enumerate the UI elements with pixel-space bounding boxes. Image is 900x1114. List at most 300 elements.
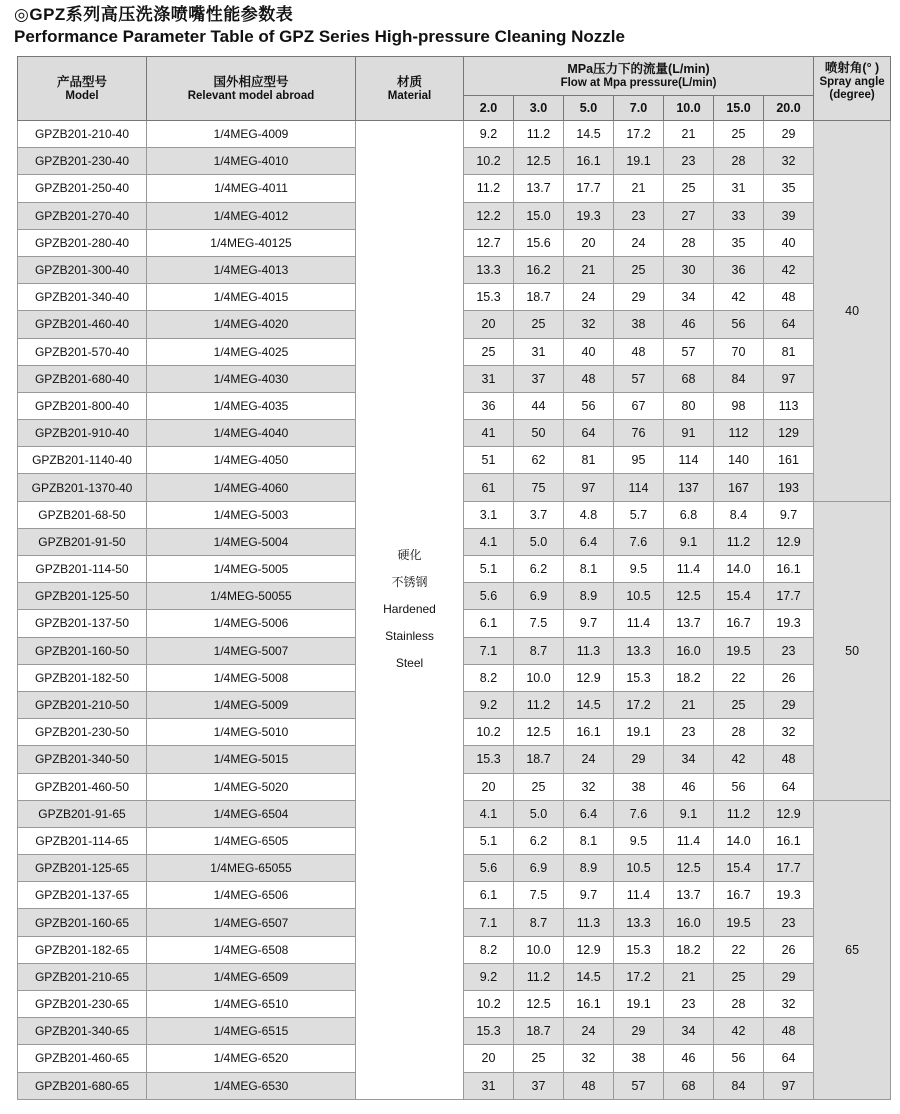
flow-cell: 23 bbox=[664, 719, 714, 746]
flow-cell: 5.6 bbox=[464, 855, 514, 882]
flow-cell: 14.0 bbox=[714, 556, 764, 583]
flow-cell: 16.1 bbox=[564, 719, 614, 746]
flow-cell: 11.3 bbox=[564, 637, 614, 664]
flow-cell: 64 bbox=[564, 420, 614, 447]
circle-mark-icon: ◎ bbox=[14, 5, 30, 24]
header-material-en: Material bbox=[387, 89, 432, 102]
flow-cell: 161 bbox=[764, 447, 814, 474]
flow-cell: 12.5 bbox=[514, 719, 564, 746]
pressure-header-cell: 3.0 bbox=[514, 96, 564, 121]
flow-cell: 84 bbox=[714, 1072, 764, 1099]
flow-cell: 10.2 bbox=[464, 991, 514, 1018]
flow-cell: 12.9 bbox=[564, 936, 614, 963]
flow-cell: 18.2 bbox=[664, 936, 714, 963]
spray-angle-cell: 50 bbox=[814, 501, 891, 800]
abroad-model-cell: 1/4MEG-5010 bbox=[147, 719, 356, 746]
material-line: Stainless bbox=[385, 629, 434, 644]
flow-cell: 18.2 bbox=[664, 664, 714, 691]
flow-cell: 67 bbox=[614, 392, 664, 419]
flow-cell: 56 bbox=[714, 773, 764, 800]
flow-cell: 23 bbox=[664, 991, 714, 1018]
flow-cell: 6.1 bbox=[464, 610, 514, 637]
flow-cell: 8.4 bbox=[714, 501, 764, 528]
flow-cell: 15.3 bbox=[464, 284, 514, 311]
flow-cell: 31 bbox=[464, 365, 514, 392]
flow-cell: 46 bbox=[664, 1045, 714, 1072]
flow-cell: 61 bbox=[464, 474, 514, 501]
flow-cell: 22 bbox=[714, 936, 764, 963]
flow-cell: 48 bbox=[764, 284, 814, 311]
flow-cell: 5.7 bbox=[614, 501, 664, 528]
flow-cell: 42 bbox=[714, 1018, 764, 1045]
flow-cell: 29 bbox=[764, 963, 814, 990]
abroad-model-cell: 1/4MEG-5004 bbox=[147, 528, 356, 555]
flow-cell: 97 bbox=[764, 365, 814, 392]
flow-cell: 42 bbox=[764, 256, 814, 283]
model-cell: GPZB201-160-65 bbox=[18, 909, 147, 936]
flow-cell: 15.6 bbox=[514, 229, 564, 256]
flow-cell: 34 bbox=[664, 746, 714, 773]
flow-cell: 51 bbox=[464, 447, 514, 474]
abroad-model-cell: 1/4MEG-6530 bbox=[147, 1072, 356, 1099]
flow-cell: 64 bbox=[764, 773, 814, 800]
flow-cell: 21 bbox=[664, 121, 714, 148]
flow-cell: 25 bbox=[464, 338, 514, 365]
model-cell: GPZB201-680-40 bbox=[18, 365, 147, 392]
title-chinese bbox=[14, 4, 894, 26]
flow-cell: 6.2 bbox=[514, 556, 564, 583]
flow-cell: 21 bbox=[614, 175, 664, 202]
flow-cell: 18.7 bbox=[514, 284, 564, 311]
model-cell: GPZB201-230-50 bbox=[18, 719, 147, 746]
abroad-model-cell: 1/4MEG-5007 bbox=[147, 637, 356, 664]
flow-cell: 16.2 bbox=[514, 256, 564, 283]
flow-cell: 22 bbox=[714, 664, 764, 691]
flow-cell: 24 bbox=[564, 746, 614, 773]
flow-cell: 46 bbox=[664, 311, 714, 338]
abroad-model-cell: 1/4MEG-4030 bbox=[147, 365, 356, 392]
model-cell: GPZB201-160-50 bbox=[18, 637, 147, 664]
flow-cell: 29 bbox=[614, 746, 664, 773]
flow-cell: 35 bbox=[714, 229, 764, 256]
flow-cell: 48 bbox=[564, 365, 614, 392]
model-cell: GPZB201-230-40 bbox=[18, 148, 147, 175]
flow-cell: 38 bbox=[614, 773, 664, 800]
model-cell: GPZB201-340-65 bbox=[18, 1018, 147, 1045]
table-body bbox=[18, 121, 891, 1100]
abroad-model-cell: 1/4MEG-4060 bbox=[147, 474, 356, 501]
flow-cell: 97 bbox=[764, 1072, 814, 1099]
model-cell: GPZB201-460-50 bbox=[18, 773, 147, 800]
flow-cell: 11.2 bbox=[514, 691, 564, 718]
flow-cell: 21 bbox=[664, 963, 714, 990]
flow-cell: 76 bbox=[614, 420, 664, 447]
flow-cell: 56 bbox=[714, 311, 764, 338]
model-cell: GPZB201-460-40 bbox=[18, 311, 147, 338]
flow-cell: 91 bbox=[664, 420, 714, 447]
flow-cell: 28 bbox=[714, 148, 764, 175]
flow-cell: 9.7 bbox=[564, 610, 614, 637]
flow-cell: 167 bbox=[714, 474, 764, 501]
pressure-header-cell: 20.0 bbox=[764, 96, 814, 121]
table-header bbox=[18, 57, 891, 121]
header-angle-en1: Spray angle bbox=[819, 76, 885, 88]
flow-cell: 75 bbox=[514, 474, 564, 501]
flow-cell: 23 bbox=[764, 909, 814, 936]
flow-cell: 9.2 bbox=[464, 963, 514, 990]
abroad-model-cell: 1/4MEG-5015 bbox=[147, 746, 356, 773]
flow-cell: 36 bbox=[464, 392, 514, 419]
flow-cell: 5.0 bbox=[514, 800, 564, 827]
flow-cell: 6.1 bbox=[464, 882, 514, 909]
flow-cell: 15.3 bbox=[464, 1018, 514, 1045]
flow-cell: 23 bbox=[614, 202, 664, 229]
abroad-model-cell: 1/4MEG-40125 bbox=[147, 229, 356, 256]
flow-cell: 48 bbox=[764, 746, 814, 773]
flow-cell: 56 bbox=[714, 1045, 764, 1072]
flow-cell: 68 bbox=[664, 365, 714, 392]
flow-cell: 11.2 bbox=[714, 528, 764, 555]
flow-cell: 42 bbox=[714, 746, 764, 773]
abroad-model-cell: 1/4MEG-5008 bbox=[147, 664, 356, 691]
abroad-model-cell: 1/4MEG-5005 bbox=[147, 556, 356, 583]
abroad-model-cell: 1/4MEG-5020 bbox=[147, 773, 356, 800]
model-cell: GPZB201-230-65 bbox=[18, 991, 147, 1018]
flow-cell: 6.2 bbox=[514, 827, 564, 854]
abroad-model-cell: 1/4MEG-6505 bbox=[147, 827, 356, 854]
flow-cell: 36 bbox=[714, 256, 764, 283]
flow-cell: 9.2 bbox=[464, 121, 514, 148]
flow-cell: 46 bbox=[664, 773, 714, 800]
flow-cell: 28 bbox=[714, 719, 764, 746]
header-flow-cn: MPa压力下的流量(L/min) bbox=[567, 62, 710, 76]
model-cell: GPZB201-210-40 bbox=[18, 121, 147, 148]
flow-cell: 15.0 bbox=[514, 202, 564, 229]
flow-cell: 48 bbox=[764, 1018, 814, 1045]
flow-cell: 4.8 bbox=[564, 501, 614, 528]
flow-cell: 25 bbox=[714, 121, 764, 148]
flow-cell: 19.5 bbox=[714, 909, 764, 936]
flow-cell: 7.6 bbox=[614, 528, 664, 555]
flow-cell: 10.0 bbox=[514, 936, 564, 963]
flow-cell: 40 bbox=[764, 229, 814, 256]
model-cell: GPZB201-1370-40 bbox=[18, 474, 147, 501]
abroad-model-cell: 1/4MEG-4012 bbox=[147, 202, 356, 229]
flow-cell: 70 bbox=[714, 338, 764, 365]
flow-cell: 12.9 bbox=[764, 528, 814, 555]
flow-cell: 21 bbox=[564, 256, 614, 283]
flow-cell: 12.9 bbox=[564, 664, 614, 691]
flow-cell: 15.3 bbox=[614, 936, 664, 963]
flow-cell: 14.5 bbox=[564, 963, 614, 990]
flow-cell: 3.1 bbox=[464, 501, 514, 528]
flow-cell: 20 bbox=[464, 773, 514, 800]
flow-cell: 6.4 bbox=[564, 528, 614, 555]
flow-cell: 44 bbox=[514, 392, 564, 419]
flow-cell: 19.3 bbox=[764, 610, 814, 637]
flow-cell: 14.5 bbox=[564, 121, 614, 148]
flow-cell: 6.8 bbox=[664, 501, 714, 528]
flow-cell: 84 bbox=[714, 365, 764, 392]
flow-cell: 12.5 bbox=[514, 148, 564, 175]
model-cell: GPZB201-340-50 bbox=[18, 746, 147, 773]
flow-cell: 3.7 bbox=[514, 501, 564, 528]
flow-cell: 10.5 bbox=[614, 583, 664, 610]
flow-cell: 32 bbox=[564, 311, 614, 338]
flow-cell: 17.7 bbox=[764, 583, 814, 610]
flow-cell: 18.7 bbox=[514, 1018, 564, 1045]
flow-cell: 13.3 bbox=[464, 256, 514, 283]
flow-cell: 12.5 bbox=[514, 991, 564, 1018]
flow-cell: 17.2 bbox=[614, 691, 664, 718]
flow-cell: 26 bbox=[764, 936, 814, 963]
flow-cell: 13.7 bbox=[664, 882, 714, 909]
flow-cell: 57 bbox=[614, 365, 664, 392]
flow-cell: 7.5 bbox=[514, 610, 564, 637]
flow-cell: 32 bbox=[764, 148, 814, 175]
abroad-model-cell: 1/4MEG-4010 bbox=[147, 148, 356, 175]
flow-cell: 39 bbox=[764, 202, 814, 229]
flow-cell: 19.3 bbox=[764, 882, 814, 909]
flow-cell: 24 bbox=[564, 284, 614, 311]
flow-cell: 16.7 bbox=[714, 610, 764, 637]
flow-cell: 137 bbox=[664, 474, 714, 501]
flow-cell: 19.5 bbox=[714, 637, 764, 664]
flow-cell: 12.5 bbox=[664, 855, 714, 882]
flow-cell: 25 bbox=[614, 256, 664, 283]
abroad-model-cell: 1/4MEG-6504 bbox=[147, 800, 356, 827]
flow-cell: 13.7 bbox=[664, 610, 714, 637]
flow-cell: 16.1 bbox=[764, 827, 814, 854]
flow-cell: 7.1 bbox=[464, 637, 514, 664]
flow-cell: 7.1 bbox=[464, 909, 514, 936]
header-abroad-cn: 国外相应型号 bbox=[213, 74, 289, 89]
flow-cell: 23 bbox=[664, 148, 714, 175]
model-cell: GPZB201-91-50 bbox=[18, 528, 147, 555]
flow-cell: 6.4 bbox=[564, 800, 614, 827]
flow-cell: 10.5 bbox=[614, 855, 664, 882]
flow-cell: 32 bbox=[764, 719, 814, 746]
flow-cell: 193 bbox=[764, 474, 814, 501]
flow-cell: 12.5 bbox=[664, 583, 714, 610]
model-cell: GPZB201-91-65 bbox=[18, 800, 147, 827]
pressure-header-cell: 2.0 bbox=[464, 96, 514, 121]
flow-cell: 32 bbox=[564, 1045, 614, 1072]
model-cell: GPZB201-137-65 bbox=[18, 882, 147, 909]
flow-cell: 5.1 bbox=[464, 556, 514, 583]
flow-cell: 26 bbox=[764, 664, 814, 691]
abroad-model-cell: 1/4MEG-4040 bbox=[147, 420, 356, 447]
flow-cell: 8.7 bbox=[514, 909, 564, 936]
model-cell: GPZB201-182-65 bbox=[18, 936, 147, 963]
header-flow bbox=[464, 57, 814, 96]
flow-cell: 7.5 bbox=[514, 882, 564, 909]
header-model bbox=[18, 57, 147, 121]
flow-cell: 4.1 bbox=[464, 800, 514, 827]
flow-cell: 16.0 bbox=[664, 909, 714, 936]
flow-cell: 57 bbox=[614, 1072, 664, 1099]
flow-cell: 20 bbox=[564, 229, 614, 256]
flow-cell: 20 bbox=[464, 311, 514, 338]
flow-cell: 81 bbox=[764, 338, 814, 365]
flow-cell: 50 bbox=[514, 420, 564, 447]
flow-cell: 114 bbox=[614, 474, 664, 501]
abroad-model-cell: 1/4MEG-4009 bbox=[147, 121, 356, 148]
flow-cell: 31 bbox=[464, 1072, 514, 1099]
flow-cell: 8.7 bbox=[514, 637, 564, 664]
flow-cell: 16.1 bbox=[564, 991, 614, 1018]
flow-cell: 13.3 bbox=[614, 909, 664, 936]
flow-cell: 7.6 bbox=[614, 800, 664, 827]
flow-cell: 32 bbox=[564, 773, 614, 800]
header-flow-en: Flow at Mpa pressure(L/min) bbox=[560, 77, 717, 89]
model-cell: GPZB201-910-40 bbox=[18, 420, 147, 447]
flow-cell: 12.9 bbox=[764, 800, 814, 827]
flow-cell: 18.7 bbox=[514, 746, 564, 773]
table-row bbox=[18, 121, 891, 148]
flow-cell: 57 bbox=[664, 338, 714, 365]
abroad-model-cell: 1/4MEG-4015 bbox=[147, 284, 356, 311]
header-abroad bbox=[147, 57, 356, 121]
flow-cell: 6.9 bbox=[514, 855, 564, 882]
model-cell: GPZB201-340-40 bbox=[18, 284, 147, 311]
flow-cell: 62 bbox=[514, 447, 564, 474]
flow-cell: 17.7 bbox=[764, 855, 814, 882]
flow-cell: 13.3 bbox=[614, 637, 664, 664]
flow-cell: 9.7 bbox=[564, 882, 614, 909]
flow-cell: 14.0 bbox=[714, 827, 764, 854]
abroad-model-cell: 1/4MEG-6509 bbox=[147, 963, 356, 990]
header-model-cn: 产品型号 bbox=[56, 74, 107, 89]
abroad-model-cell: 1/4MEG-50055 bbox=[147, 583, 356, 610]
flow-cell: 27 bbox=[664, 202, 714, 229]
flow-cell: 23 bbox=[764, 637, 814, 664]
flow-cell: 11.2 bbox=[714, 800, 764, 827]
abroad-model-cell: 1/4MEG-4050 bbox=[147, 447, 356, 474]
abroad-model-cell: 1/4MEG-5009 bbox=[147, 691, 356, 718]
flow-cell: 10.2 bbox=[464, 148, 514, 175]
flow-cell: 11.4 bbox=[614, 610, 664, 637]
flow-cell: 16.0 bbox=[664, 637, 714, 664]
model-cell: GPZB201-680-65 bbox=[18, 1072, 147, 1099]
flow-cell: 11.2 bbox=[514, 121, 564, 148]
flow-cell: 25 bbox=[664, 175, 714, 202]
abroad-model-cell: 1/4MEG-4035 bbox=[147, 392, 356, 419]
flow-cell: 10.0 bbox=[514, 664, 564, 691]
pressure-header-cell: 15.0 bbox=[714, 96, 764, 121]
title-english: Performance Parameter Table of GPZ Series High-pressure Cleaning Nozzle bbox=[14, 27, 625, 46]
abroad-model-cell: 1/4MEG-6506 bbox=[147, 882, 356, 909]
abroad-model-cell: 1/4MEG-4013 bbox=[147, 256, 356, 283]
flow-cell: 31 bbox=[714, 175, 764, 202]
spray-angle-cell: 40 bbox=[814, 121, 891, 502]
flow-cell: 13.7 bbox=[514, 175, 564, 202]
flow-cell: 4.1 bbox=[464, 528, 514, 555]
flow-cell: 8.2 bbox=[464, 664, 514, 691]
abroad-model-cell: 1/4MEG-6508 bbox=[147, 936, 356, 963]
flow-cell: 25 bbox=[714, 963, 764, 990]
material-line: Hardened bbox=[383, 602, 436, 617]
model-cell: GPZB201-182-50 bbox=[18, 664, 147, 691]
model-cell: GPZB201-114-65 bbox=[18, 827, 147, 854]
flow-cell: 129 bbox=[764, 420, 814, 447]
header-material bbox=[356, 57, 464, 121]
model-cell: GPZB201-125-50 bbox=[18, 583, 147, 610]
flow-cell: 11.2 bbox=[464, 175, 514, 202]
flow-cell: 20 bbox=[464, 1045, 514, 1072]
model-cell: GPZB201-1140-40 bbox=[18, 447, 147, 474]
flow-cell: 17.2 bbox=[614, 121, 664, 148]
flow-cell: 29 bbox=[614, 284, 664, 311]
flow-cell: 12.2 bbox=[464, 202, 514, 229]
flow-cell: 56 bbox=[564, 392, 614, 419]
title-cn-text: GPZ系列高压洗涤喷嘴性能参数表 bbox=[29, 5, 294, 24]
flow-cell: 8.9 bbox=[564, 583, 614, 610]
flow-cell: 11.3 bbox=[564, 909, 614, 936]
flow-cell: 8.1 bbox=[564, 827, 614, 854]
flow-cell: 5.1 bbox=[464, 827, 514, 854]
model-cell: GPZB201-210-65 bbox=[18, 963, 147, 990]
flow-cell: 98 bbox=[714, 392, 764, 419]
header-model-en: Model bbox=[65, 89, 99, 102]
flow-cell: 15.4 bbox=[714, 583, 764, 610]
flow-cell: 64 bbox=[764, 311, 814, 338]
flow-cell: 113 bbox=[764, 392, 814, 419]
model-cell: GPZB201-125-65 bbox=[18, 855, 147, 882]
flow-cell: 34 bbox=[664, 284, 714, 311]
flow-cell: 24 bbox=[614, 229, 664, 256]
flow-cell: 19.1 bbox=[614, 719, 664, 746]
flow-cell: 81 bbox=[564, 447, 614, 474]
flow-cell: 9.5 bbox=[614, 556, 664, 583]
flow-cell: 8.2 bbox=[464, 936, 514, 963]
material-line: 硬化 bbox=[397, 548, 422, 563]
flow-cell: 38 bbox=[614, 311, 664, 338]
flow-cell: 25 bbox=[514, 773, 564, 800]
model-cell: GPZB201-800-40 bbox=[18, 392, 147, 419]
flow-cell: 28 bbox=[664, 229, 714, 256]
flow-cell: 28 bbox=[714, 991, 764, 1018]
flow-cell: 24 bbox=[564, 1018, 614, 1045]
flow-cell: 42 bbox=[714, 284, 764, 311]
flow-cell: 9.1 bbox=[664, 528, 714, 555]
spray-angle-cell: 65 bbox=[814, 800, 891, 1099]
flow-cell: 31 bbox=[514, 338, 564, 365]
flow-cell: 5.0 bbox=[514, 528, 564, 555]
flow-cell: 16.1 bbox=[564, 148, 614, 175]
flow-cell: 9.5 bbox=[614, 827, 664, 854]
flow-cell: 68 bbox=[664, 1072, 714, 1099]
material-line: Steel bbox=[395, 656, 424, 671]
model-cell: GPZB201-137-50 bbox=[18, 610, 147, 637]
flow-cell: 16.1 bbox=[764, 556, 814, 583]
abroad-model-cell: 1/4MEG-6510 bbox=[147, 991, 356, 1018]
abroad-model-cell: 1/4MEG-5003 bbox=[147, 501, 356, 528]
abroad-model-cell: 1/4MEG-5006 bbox=[147, 610, 356, 637]
model-cell: GPZB201-270-40 bbox=[18, 202, 147, 229]
flow-cell: 25 bbox=[514, 1045, 564, 1072]
flow-cell: 17.7 bbox=[564, 175, 614, 202]
flow-cell: 15.3 bbox=[464, 746, 514, 773]
abroad-model-cell: 1/4MEG-4020 bbox=[147, 311, 356, 338]
flow-cell: 38 bbox=[614, 1045, 664, 1072]
flow-cell: 112 bbox=[714, 420, 764, 447]
flow-cell: 40 bbox=[564, 338, 614, 365]
flow-cell: 11.2 bbox=[514, 963, 564, 990]
flow-cell: 25 bbox=[714, 691, 764, 718]
abroad-model-cell: 1/4MEG-6515 bbox=[147, 1018, 356, 1045]
flow-cell: 9.2 bbox=[464, 691, 514, 718]
